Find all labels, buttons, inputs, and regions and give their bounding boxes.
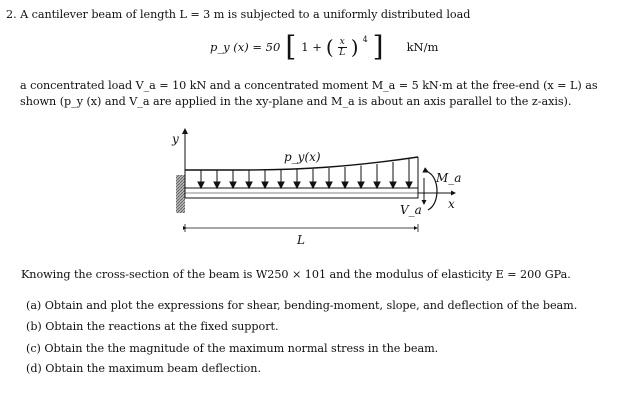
description-line-2: shown (p_y (x) and V_a are applied in the xy-plane and M_a is about an axis parallel to the z-axis).	[20, 95, 572, 108]
load-label: p_y(x)	[284, 150, 321, 164]
part-d-text: Obtain the maximum beam deflection.	[45, 362, 261, 375]
part-a-label: (a)	[26, 299, 42, 312]
moment-label: M_a	[436, 171, 462, 185]
given-statement: Knowing the cross-section of the beam is W250 × 101 and the modulus of elasticity E = 200 GPa.	[21, 268, 571, 281]
equation-bracket-open: [	[285, 30, 297, 63]
equation-one-plus: 1 +	[301, 40, 322, 54]
y-axis-label: y	[172, 132, 179, 146]
part-b-label: (b)	[26, 320, 42, 333]
x-axis-label: x	[448, 197, 455, 211]
part-c	[26, 342, 438, 356]
part-b-text: Obtain the reactions at the fixed support.	[45, 320, 279, 333]
shear-label: V_a	[400, 203, 422, 217]
part-a-text: Obtain and plot the expressions for shear, bending-moment, slope, and deflection of the beam.	[44, 299, 578, 312]
part-d	[26, 362, 261, 376]
length-label: L	[297, 233, 305, 247]
equation-paren-close: )	[350, 35, 359, 59]
fraction-denominator: L	[339, 47, 346, 58]
part-c-text: Obtain the the magnitude of the maximum normal stress in the beam.	[44, 342, 439, 355]
part-c-label: (c)	[26, 342, 41, 355]
equation-paren-open: (	[325, 35, 334, 59]
fixed-support	[176, 175, 185, 213]
equation-exponent: 4	[362, 34, 368, 44]
part-b	[26, 320, 278, 334]
equation-lhs: p_y (x) = 50	[210, 40, 281, 54]
equation-bracket-close: ]	[372, 30, 384, 63]
equation-units: kN/m	[406, 40, 439, 54]
fraction-numerator: x	[339, 36, 345, 47]
problem-intro: 2. A cantilever beam of length L = 3 m is subjected to a uniformly distributed load	[6, 8, 471, 21]
part-a	[26, 299, 577, 313]
part-d-label: (d)	[26, 362, 42, 375]
description-line-1: a concentrated load V_a = 10 kN and a concentrated moment M_a = 5 kN·m at the free-end (x = L) as	[20, 79, 598, 92]
